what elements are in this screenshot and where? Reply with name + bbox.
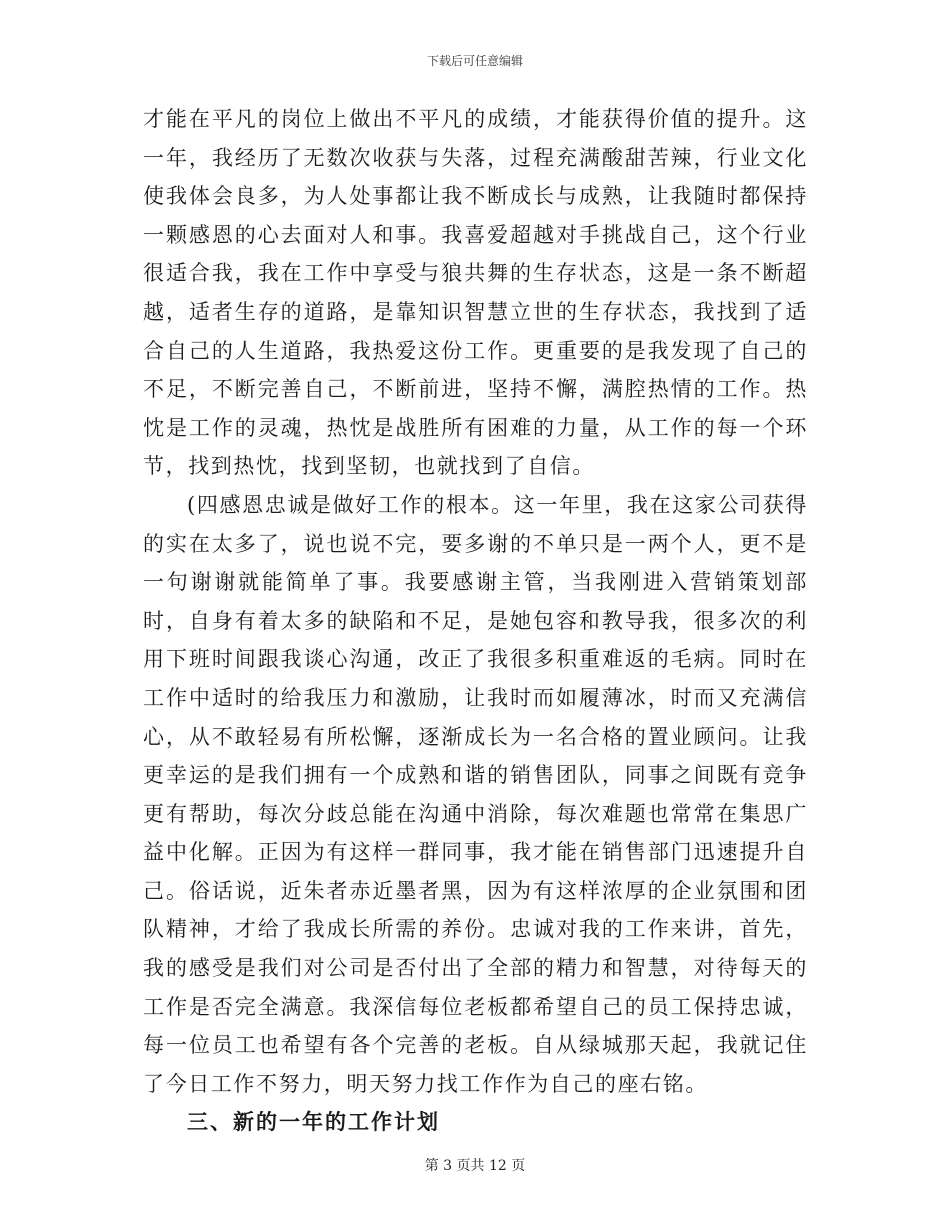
document-body <box>143 100 808 1142</box>
page-header: 下载后可任意编辑 <box>426 54 523 68</box>
page-footer: 第 3 页共 12 页 <box>424 1158 526 1174</box>
paragraph-continuation: 才能在平凡的岗位上做出不平凡的成绩，才能获得价值的提升。这一年，我经历了无数次收获与失落，过程充满酸甜苦辣，行业文化使我体会良多，为人处事都让我不断成长与成熟，让我随时都保持一颗感恩的心去面对人和事。我喜爱超越对手挑战自己，这个行业很适合我，我在工作中享受与狼共舞的生存状态，这是一条不断超越，适者生存的道路，是靠知识智慧立世的生存状态，我找到了适合自己的人生道路，我热爱这份工作。更重要的是我发现了自己的不足，不断完善自己，不断前进，坚持不懈，满腔热情的工作。热忱是工作的灵魂，热忱是战胜所有困难的力量，从工作的每一个环节，找到热忱，找到坚韧，也就找到了自信。 <box>143 107 808 479</box>
section-heading: 三、新的一年的工作计划 <box>187 1109 440 1135</box>
paragraph-gratitude-loyalty: (四感恩忠诚是做好工作的根本。这一年里，我在这家公司获得的实在太多了，说也说不完，要多谢的不单只是一两个人，更不是一句谢谢就能简单了事。我要感谢主管，当我刚进入营销策划部时，自身有着太多的缺陷和不足，是她包容和教导我，很多次的利用下班时间跟我谈心沟通，改正了我很多积重难返的毛病。同时在工作中适时的给我压力和激励，让我时而如履薄冰，时而又充满信心，从不敢轻易有所松懈，逐渐成长为一名合格的置业顾问。让我更幸运的是我们拥有一个成熟和谐的销售团队，同事之间既有竞争更有帮助，每次分歧总能在沟通中消除，每次难题也常常在集思广益中化解。正因为有这样一群同事，我才能在销售部门迅速提升自己。俗话说，近朱者赤近墨者黑，因为有这样浓厚的企业氛围和团队精神，才给了我成长所需的养份。忠诚对我的工作来讲，首先，我的感受是我们对公司是否付出了全部的精力和智慧，对待每天的工作是否完全满意。我深信每位老板都希望自己的员工保持忠诚，每一位员工也希望有各个完善的老板。自从绿城那天起，我就记住了今日工作不努力，明天努力找工作作为自己的座右铭。 <box>143 492 808 1096</box>
